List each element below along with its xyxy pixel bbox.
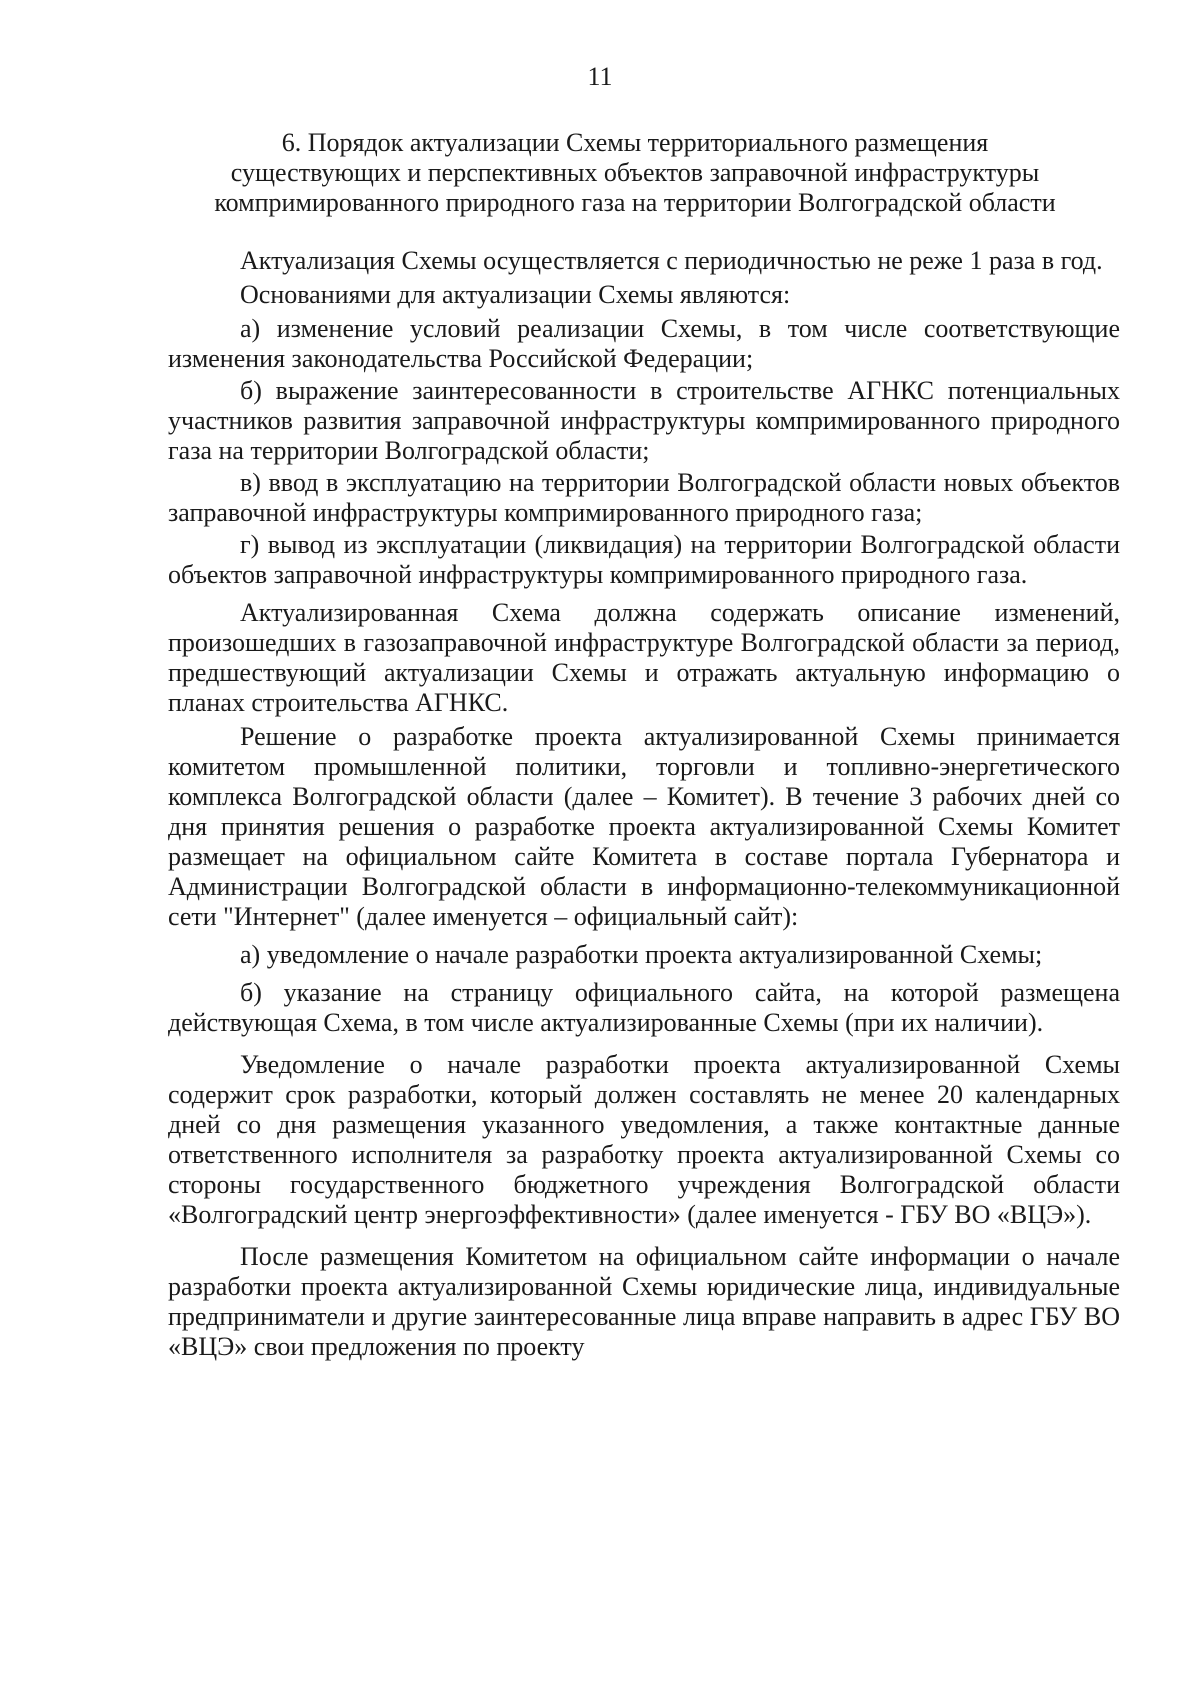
section-heading-line: существующих и перспективных объектов заправочной инфраструктуры <box>230 158 1040 187</box>
section-heading-line: компримированного природного газа на территории Волгоградской области <box>214 188 1056 217</box>
list-item: в) ввод в эксплуатацию на территории Волгоградской области новых объектов заправочной инфраструктуры компримированного природного газа; <box>168 468 1120 527</box>
list-item: г) вывод из эксплуатации (ликвидация) на территории Волгоградской области объектов заправочной инфраструктуры компримированного природного газа. <box>168 530 1120 589</box>
paragraph: После размещения Комитетом на официальном сайте информации о начале разработки проекта актуализированной Схемы юридические лица, индивидуальные предприниматели и другие заинтересованные лица вправе направить в адрес ГБУ ВО «ВЦЭ» свои предложения по проекту <box>168 1242 1120 1361</box>
paragraph: Основаниями для актуализации Схемы являются: <box>240 280 791 309</box>
paragraph: Актуализированная Схема должна содержать описание изменений, произошедших в газозаправочной инфраструктуре Волгоградской области за период, предшествующий актуализации Схемы и отражать актуальную информацию о планах строительства АГНКС. <box>168 598 1120 717</box>
list-item: а) уведомление о начале разработки проекта актуализированной Схемы; <box>240 940 1043 969</box>
paragraph: Решение о разработке проекта актуализированной Схемы принимается комитетом промышленной политики, торговли и топливно-энергетического комплекса Волгоградской области (далее – Комитет). В течение 3 рабочих дней со дня принятия решения о разработке проекта актуализированной Схемы Комитет размещает на официальном сайте Комитета в составе портала Губернатора и Администрации Волгоградской области в информационно-телекоммуникационной сети "Интернет" (далее именуется – официальный сайт): <box>168 722 1120 931</box>
paragraph: Уведомление о начале разработки проекта актуализированной Схемы содержит срок разработки, который должен составлять не менее 20 календарных дней со дня размещения указанного уведомления, а также контактные данные ответственного исполнителя за разработку проекта актуализированной Схемы со стороны государственного бюджетного учреждения Волгоградской области «Волгоградский центр энергоэффективности» (далее именуется - ГБУ ВО «ВЦЭ»). <box>168 1050 1120 1229</box>
document-body <box>168 246 1120 1366</box>
list-item: а) изменение условий реализации Схемы, в том числе соответствующие изменения законодательства Российской Федерации; <box>168 314 1120 373</box>
list-item: б) указание на страницу официального сайта, на которой размещена действующая Схема, в том числе актуализированные Схемы (при их наличии). <box>168 978 1120 1037</box>
section-heading <box>150 128 1120 218</box>
list-item: б) выражение заинтересованности в строительстве АГНКС потенциальных участников развития заправочной инфраструктуры компримированного природного газа на территории Волгоградской области; <box>168 376 1120 465</box>
page-number: 11 <box>587 62 613 91</box>
section-heading-line: 6. Порядок актуализации Схемы территориального размещения <box>281 128 989 157</box>
paragraph: Актуализация Схемы осуществляется с периодичностью не реже 1 раза в год. <box>240 246 1103 275</box>
